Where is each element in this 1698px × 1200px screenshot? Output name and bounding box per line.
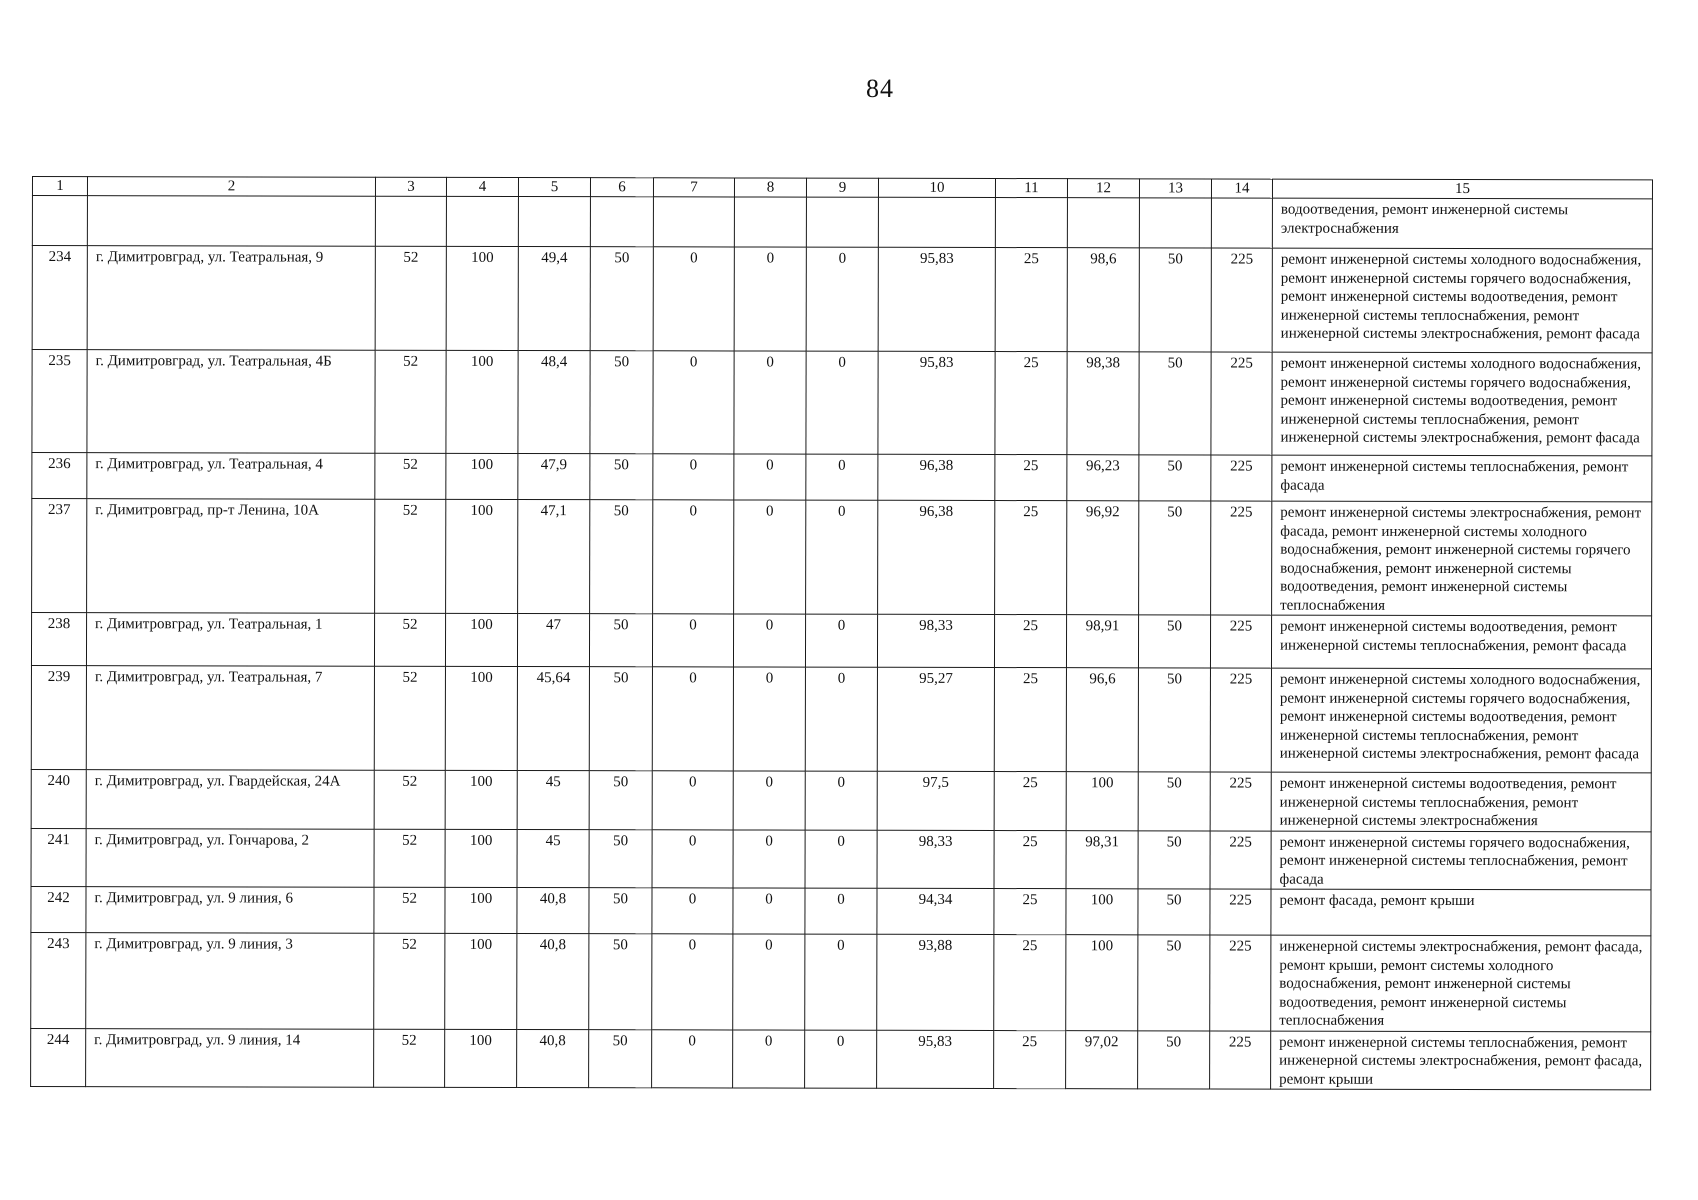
value-cell-col8: 0 (733, 1029, 805, 1088)
value-cell-col4: 100 (445, 613, 517, 666)
row-number-cell: 239 (31, 666, 86, 770)
address-cell: г. Димитровград, ул. 9 линия, 14 (86, 1028, 374, 1087)
value-cell-col12: 96,23 (1067, 455, 1139, 501)
value-cell-col8: 0 (734, 500, 806, 614)
continuation-cell-empty (806, 197, 878, 247)
table-row (32, 246, 1652, 353)
value-cell-col14: 225 (1210, 830, 1271, 889)
value-cell-col10: 95,83 (877, 1030, 994, 1089)
value-cell-col10: 95,83 (878, 351, 995, 454)
value-cell-col9: 0 (806, 454, 878, 500)
row-number-cell: 237 (32, 499, 87, 613)
column-number-header: 11 (995, 179, 1067, 198)
value-cell-col11: 25 (994, 1030, 1066, 1089)
column-number-header: 10 (878, 178, 995, 197)
column-number-header: 4 (446, 177, 518, 196)
data-table-container (30, 176, 1652, 1090)
works-description-cell: ремонт инженерной системы холодного водоснабжения, ремонт инженерной системы горячего водоснабжения, ремонт инженерной системы водоотведения, ремонт инженерной системы теплоснабжения, ремонт инженерной системы электроснабжения, ремонт фасада (1272, 352, 1652, 456)
value-cell-col14: 225 (1210, 615, 1271, 668)
value-cell-col6: 50 (589, 614, 652, 667)
value-cell-col10: 95,27 (877, 667, 994, 771)
value-cell-col8: 0 (733, 667, 805, 771)
value-cell-col6: 50 (589, 934, 652, 1030)
works-description-cell: инженерной системы электроснабжения, ремонт фасада, ремонт крыши, ремонт системы холодного водоснабжения, ремонт инженерной системы водоотведения, ремонт инженерной системы теплоснабжения (1271, 935, 1651, 1031)
value-cell-col6: 50 (590, 247, 653, 351)
value-cell-col4: 100 (445, 770, 517, 829)
row-number-cell: 236 (32, 453, 87, 499)
value-cell-col8: 0 (733, 771, 805, 830)
works-description-cell: ремонт инженерной системы водоотведения, ремонт инженерной системы теплоснабжения, ремонт фасада (1271, 615, 1651, 669)
value-cell-col3: 52 (374, 666, 445, 770)
continuation-cell-empty (518, 197, 590, 247)
continuation-works-cell: водоотведения, ремонт инженерной системы электроснабжения (1272, 198, 1652, 249)
value-cell-col9: 0 (805, 667, 877, 771)
value-cell-col10: 96,38 (878, 454, 995, 500)
value-cell-col5: 40,8 (517, 1029, 589, 1088)
value-cell-col11: 25 (994, 830, 1066, 889)
value-cell-col5: 47,1 (518, 500, 590, 614)
continuation-cell-empty (1211, 198, 1272, 248)
value-cell-col3: 52 (374, 1029, 445, 1088)
value-cell-col12: 100 (1066, 772, 1138, 831)
value-cell-col12: 97,02 (1066, 1030, 1138, 1089)
value-cell-col12: 98,38 (1067, 352, 1139, 455)
address-cell: г. Димитровград, ул. Театральная, 9 (87, 246, 375, 351)
column-number-header: 15 (1272, 179, 1652, 199)
value-cell-col3: 52 (375, 499, 446, 613)
column-number-header: 5 (518, 178, 590, 197)
continuation-cell-empty (375, 196, 446, 246)
continuation-cell-empty (87, 196, 375, 247)
value-cell-col7: 0 (652, 614, 733, 667)
value-cell-col9: 0 (806, 351, 878, 454)
value-cell-col5: 45,64 (517, 667, 589, 771)
value-cell-col6: 50 (589, 1029, 652, 1088)
value-cell-col8: 0 (733, 829, 805, 888)
table-row (31, 932, 1651, 1031)
value-cell-col7: 0 (652, 667, 733, 771)
works-description-cell: ремонт инженерной системы водоотведения, ремонт инженерной системы теплоснабжения, ремонт инженерной системы электроснабжения (1271, 772, 1651, 831)
value-cell-col12: 96,92 (1067, 501, 1139, 615)
continuation-cell-empty (995, 198, 1067, 248)
value-cell-col12: 100 (1066, 889, 1138, 935)
value-cell-col14: 225 (1211, 455, 1272, 501)
value-cell-col13: 50 (1138, 772, 1210, 831)
value-cell-col9: 0 (805, 830, 877, 889)
value-cell-col11: 25 (995, 248, 1067, 352)
value-cell-col10: 98,33 (877, 614, 994, 667)
address-cell: г. Димитровград, ул. 9 линия, 6 (86, 887, 374, 934)
column-number-header: 12 (1067, 179, 1139, 198)
address-cell: г. Димитровград, пр-т Ленина, 10А (87, 499, 375, 614)
value-cell-col6: 50 (589, 667, 652, 771)
value-cell-col13: 50 (1139, 455, 1211, 501)
value-cell-col9: 0 (805, 614, 877, 667)
value-cell-col3: 52 (375, 453, 446, 499)
column-number-header: 9 (806, 178, 878, 197)
table-row (31, 1028, 1651, 1090)
value-cell-col14: 225 (1211, 501, 1272, 615)
value-cell-col13: 50 (1139, 352, 1211, 455)
row-number-cell: 243 (31, 932, 86, 1028)
value-cell-col6: 50 (589, 771, 652, 830)
column-number-header: 3 (375, 177, 446, 196)
address-cell: г. Димитровград, ул. 9 линия, 3 (86, 933, 374, 1029)
row-number-cell: 241 (31, 828, 86, 887)
value-cell-col12: 98,6 (1067, 248, 1139, 352)
value-cell-col5: 45 (517, 771, 589, 830)
value-cell-col7: 0 (652, 934, 733, 1030)
value-cell-col14: 225 (1210, 889, 1271, 935)
value-cell-col9: 0 (805, 888, 877, 934)
value-cell-col14: 225 (1210, 935, 1271, 1031)
value-cell-col5: 40,8 (517, 888, 589, 934)
value-cell-col13: 50 (1138, 830, 1210, 889)
works-description-cell: ремонт инженерной системы теплоснабжения, ремонт фасада (1272, 455, 1652, 502)
value-cell-col14: 225 (1211, 352, 1272, 455)
value-cell-col7: 0 (653, 500, 734, 614)
value-cell-col3: 52 (374, 613, 445, 666)
row-number-cell: 242 (31, 886, 86, 932)
value-cell-col13: 50 (1139, 501, 1211, 615)
table-row (32, 350, 1652, 456)
address-cell: г. Димитровград, ул. Театральная, 1 (86, 613, 374, 667)
works-description-cell: ремонт инженерной системы горячего водоснабжения, ремонт инженерной системы теплоснабжения, ремонт фасада (1271, 831, 1651, 890)
address-cell: г. Димитровград, ул. Театральная, 4Б (87, 350, 375, 454)
value-cell-col13: 50 (1138, 615, 1210, 668)
value-cell-col9: 0 (806, 247, 878, 351)
value-cell-col7: 0 (652, 771, 733, 830)
address-cell: г. Димитровград, ул. Гвардейская, 24А (86, 770, 374, 829)
value-cell-col14: 225 (1211, 248, 1272, 352)
table-row (31, 666, 1651, 773)
column-number-header: 8 (734, 178, 806, 197)
value-cell-col12: 100 (1066, 935, 1138, 1031)
table-row (32, 453, 1652, 502)
value-cell-col6: 50 (589, 829, 652, 888)
value-cell-col7: 0 (652, 1029, 733, 1088)
value-cell-col8: 0 (733, 614, 805, 667)
value-cell-col3: 52 (374, 933, 445, 1029)
value-cell-col8: 0 (733, 934, 805, 1030)
value-cell-col13: 50 (1138, 1030, 1210, 1089)
row-number-cell: 240 (31, 769, 86, 828)
address-cell: г. Димитровград, ул. Гончарова, 2 (86, 828, 374, 887)
value-cell-col13: 50 (1138, 889, 1210, 935)
value-cell-col3: 52 (374, 770, 445, 829)
value-cell-col8: 0 (733, 888, 805, 934)
continuation-cell-empty (1139, 198, 1211, 248)
works-description-cell: ремонт инженерной системы холодного водоснабжения, ремонт инженерной системы горячего водоснабжения, ремонт инженерной системы водоотведения, ремонт инженерной системы теплоснабжения, ремонт инженерной системы электроснабжения, ремонт фасада (1271, 668, 1651, 773)
value-cell-col10: 93,88 (877, 934, 994, 1030)
continuation-cell-empty (653, 197, 734, 247)
value-cell-col11: 25 (994, 772, 1066, 831)
value-cell-col13: 50 (1138, 668, 1210, 772)
value-cell-col11: 25 (994, 615, 1066, 668)
value-cell-col4: 100 (445, 1029, 517, 1088)
column-number-header: 2 (87, 177, 375, 197)
table-row (32, 499, 1652, 616)
value-cell-col14: 225 (1210, 668, 1271, 772)
value-cell-col11: 25 (995, 501, 1067, 615)
column-number-header: 13 (1139, 179, 1211, 198)
continuation-cell-empty (590, 197, 653, 247)
value-cell-col4: 100 (446, 453, 518, 499)
works-description-cell: ремонт инженерной системы электроснабжения, ремонт фасада, ремонт инженерной системы холодного водоснабжения, ремонт инженерной системы горячего водоснабжения, ремонт инженерной системы водоотведения, ремонт инженерной системы теплоснабжения (1272, 501, 1652, 616)
value-cell-col9: 0 (805, 934, 877, 1030)
value-cell-col14: 225 (1210, 1030, 1271, 1089)
value-cell-col13: 50 (1139, 248, 1211, 352)
value-cell-col10: 98,33 (877, 830, 994, 889)
value-cell-col5: 45 (517, 829, 589, 888)
value-cell-col4: 100 (446, 246, 518, 350)
works-description-cell: ремонт инженерной системы теплоснабжения, ремонт инженерной системы электроснабжения, ремонт фасада, ремонт крыши (1271, 1031, 1651, 1090)
row-number-cell: 234 (32, 246, 87, 350)
value-cell-col7: 0 (652, 888, 733, 934)
value-cell-col13: 50 (1138, 935, 1210, 1031)
value-cell-col8: 0 (734, 454, 806, 500)
value-cell-col7: 0 (653, 247, 734, 351)
continuation-cell-empty (878, 197, 995, 247)
value-cell-col4: 100 (446, 350, 518, 453)
table-row (31, 769, 1651, 831)
value-cell-col7: 0 (653, 454, 734, 500)
value-cell-col12: 98,31 (1066, 830, 1138, 889)
works-description-cell: ремонт фасада, ремонт крыши (1271, 889, 1651, 936)
continuation-cell-empty (734, 197, 806, 247)
column-number-header: 6 (590, 178, 653, 197)
value-cell-col3: 52 (375, 350, 446, 453)
table-row (31, 886, 1651, 935)
value-cell-col5: 47,9 (518, 454, 590, 500)
value-cell-col10: 94,34 (877, 888, 994, 934)
value-cell-col4: 100 (445, 829, 517, 888)
value-cell-col9: 0 (806, 500, 878, 614)
table-row (31, 613, 1651, 669)
row-number-cell: 238 (31, 613, 86, 666)
continuation-cell-empty (1067, 198, 1139, 248)
data-table (30, 176, 1653, 1090)
value-cell-col3: 52 (375, 246, 446, 350)
page-number: 84 (866, 74, 894, 103)
works-description-cell: ремонт инженерной системы холодного водоснабжения, ремонт инженерной системы горячего водоснабжения, ремонт инженерной системы водоотведения, ремонт инженерной системы теплоснабжения, ремонт инженерной системы электроснабжения, ремонт фасада (1272, 248, 1652, 353)
value-cell-col10: 95,83 (878, 247, 995, 351)
address-cell: г. Димитровград, ул. Театральная, 4 (87, 453, 375, 500)
value-cell-col12: 96,6 (1066, 668, 1138, 772)
value-cell-col11: 25 (994, 668, 1066, 772)
value-cell-col5: 48,4 (518, 351, 590, 454)
table-body (31, 196, 1653, 1090)
value-cell-col7: 0 (653, 351, 734, 454)
value-cell-col11: 25 (994, 889, 1066, 935)
column-number-header: 7 (653, 178, 734, 197)
value-cell-col6: 50 (589, 888, 652, 934)
table-row (31, 828, 1651, 890)
value-cell-col5: 47 (517, 614, 589, 667)
value-cell-col4: 100 (445, 887, 517, 933)
value-cell-col10: 97,5 (877, 771, 994, 830)
value-cell-col11: 25 (995, 455, 1067, 501)
continuation-cell-empty (32, 196, 87, 246)
value-cell-col8: 0 (734, 247, 806, 351)
value-cell-col7: 0 (652, 829, 733, 888)
row-number-cell: 235 (32, 350, 87, 453)
value-cell-col4: 100 (445, 933, 517, 1029)
value-cell-col9: 0 (805, 1030, 877, 1089)
continuation-cell-empty (446, 196, 518, 246)
value-cell-col11: 25 (994, 935, 1066, 1031)
value-cell-col12: 98,91 (1066, 615, 1138, 668)
address-cell: г. Димитровград, ул. Театральная, 7 (86, 666, 374, 771)
column-number-header: 1 (32, 177, 87, 196)
value-cell-col5: 49,4 (518, 247, 590, 351)
continuation-row (32, 196, 1652, 249)
value-cell-col6: 50 (590, 454, 653, 500)
value-cell-col11: 25 (995, 352, 1067, 455)
value-cell-col3: 52 (374, 829, 445, 888)
value-cell-col3: 52 (374, 887, 445, 933)
row-number-cell: 244 (31, 1028, 86, 1087)
value-cell-col4: 100 (445, 666, 517, 770)
value-cell-col9: 0 (805, 771, 877, 830)
value-cell-col5: 40,8 (517, 934, 589, 1030)
value-cell-col8: 0 (734, 351, 806, 454)
value-cell-col14: 225 (1210, 772, 1271, 831)
value-cell-col4: 100 (446, 499, 518, 613)
value-cell-col10: 96,38 (878, 500, 995, 614)
column-number-header: 14 (1211, 179, 1272, 198)
value-cell-col6: 50 (590, 351, 653, 454)
value-cell-col6: 50 (590, 500, 653, 614)
